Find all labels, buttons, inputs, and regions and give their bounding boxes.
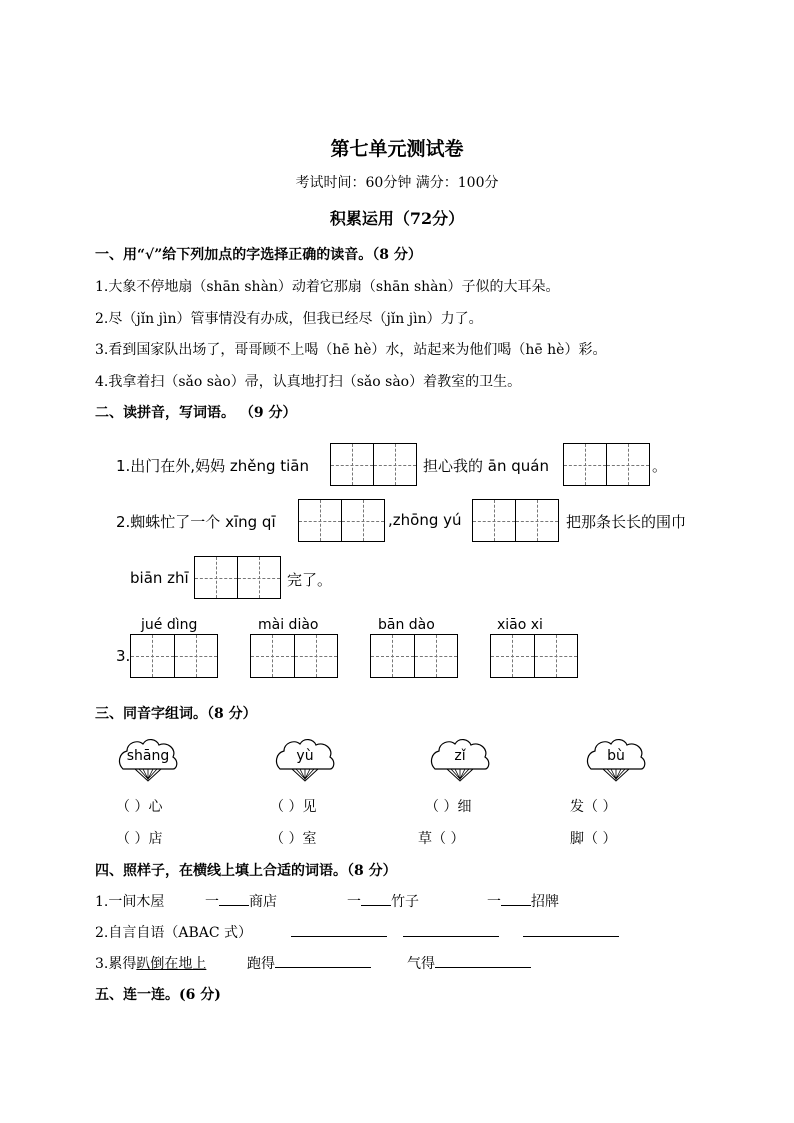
shell-pinyin: bù <box>607 748 625 764</box>
answer-grid-zhongyu[interactable] <box>472 499 559 542</box>
answer-blank[interactable] <box>275 953 371 968</box>
q1-line-4: 4.我拿着扫（sǎo sào）帚，认真地打扫（sǎo sào）着教室的卫生。 <box>95 374 522 390</box>
pinyin-jueding: jué dìng <box>141 617 198 633</box>
answer-grid-maidiao[interactable] <box>250 634 338 678</box>
q1-line-2: 2.尽（jǐn jìn）管事情没有办成，但我已经尽（jǐn jìn）力了。 <box>95 311 483 327</box>
q1-line-1: 1.大象不停地扇（shān shàn）动着它那扇（shān shàn）子似的大耳朵。 <box>95 279 560 295</box>
q3-blank[interactable]: （ ）心 <box>116 799 163 815</box>
page-title: 第七单元测试卷 <box>330 138 464 160</box>
q4-item-shop: 一 商店 <box>205 891 277 911</box>
q2-line2-text: 2.蜘蛛忙了一个 xīng qī <box>116 513 276 531</box>
q4-heading: 四、照样子，在横线上填上合适的词语。（8 分） <box>95 863 397 879</box>
q2-line2-text-2: ,zhōng yú <box>388 511 462 529</box>
q4-item-sign: 一 招牌 <box>487 891 559 911</box>
q3-heading: 三、同音字组词。（8 分） <box>95 706 257 722</box>
q1-line-3: 3.看到国家队出场了，哥哥顾不上喝（hē hè）水，站起来为他们喝（hē hè）彩。 <box>95 342 607 358</box>
q2-line3-text-2: 完了。 <box>287 571 333 589</box>
q2-line4-number: 3. <box>116 647 131 665</box>
q3-blank[interactable]: （ ）室 <box>270 831 317 847</box>
pinyin-bandao: bān dào <box>378 617 435 633</box>
q3-blank[interactable]: 脚（ ） <box>570 831 617 847</box>
q2-line1-text-2: 担心我的 ān quán <box>423 457 549 475</box>
pinyin-maidiao: mài diào <box>258 617 319 633</box>
answer-grid-xiaoxi[interactable] <box>490 634 578 678</box>
q4-item-angry: 气得 <box>407 953 531 973</box>
q4-example: 1.一间木屋 <box>95 894 165 910</box>
answer-blank[interactable] <box>501 891 531 906</box>
q3-blank[interactable]: （ ）见 <box>270 799 317 815</box>
q1-heading: 一、用“√”给下列加点的字选择正确的读音。（8 分） <box>95 247 422 263</box>
q4-item-run: 跑得 <box>247 953 371 973</box>
q2-line2-text-3: 把那条长长的围巾 <box>566 513 687 531</box>
answer-blank[interactable] <box>403 922 499 937</box>
q3-blank[interactable]: 发（ ） <box>570 799 617 815</box>
q2-line1-text: 1.出门在外,妈妈 zhěng tiān <box>116 457 310 475</box>
answer-grid-xingqi[interactable] <box>298 499 385 542</box>
answer-grid-zhengtian[interactable] <box>330 443 417 486</box>
answer-grid-bandao[interactable] <box>370 634 458 678</box>
exam-info: 考试时间：60分钟 满分：100分 <box>295 175 499 191</box>
answer-grid-bianzhi[interactable] <box>194 556 281 599</box>
answer-blank[interactable] <box>291 922 387 937</box>
q5-heading: 五、连一连。(6 分) <box>95 987 221 1003</box>
pinyin-xiaoxi: xiāo xi <box>497 617 543 633</box>
q2-line1-end: 。 <box>652 457 668 475</box>
shell-pinyin: zǐ <box>454 748 466 764</box>
q4-line-2: 2.自言自语（ABAC 式） <box>95 925 253 941</box>
answer-blank[interactable] <box>219 891 249 906</box>
answer-grid-anquan[interactable] <box>563 443 650 486</box>
q3-blank[interactable]: （ ）细 <box>425 799 472 815</box>
shell-pinyin: shāng <box>126 748 170 764</box>
q4-line-3: 3.累得趴倒在地上 <box>95 956 207 972</box>
shell-pinyin: yù <box>296 748 314 764</box>
q2-heading: 二、读拼音，写词语。 （9 分） <box>95 405 297 421</box>
q3-blank[interactable]: 草（ ） <box>418 831 465 847</box>
section-title: 积累运用（72分） <box>329 209 465 228</box>
answer-blank[interactable] <box>361 891 391 906</box>
answer-blank[interactable] <box>523 922 619 937</box>
q3-blank[interactable]: （ ）店 <box>116 831 163 847</box>
answer-blank[interactable] <box>435 953 531 968</box>
answer-grid-jueding[interactable] <box>130 634 218 678</box>
q4-item-bamboo: 一 竹子 <box>347 891 419 911</box>
q2-line3-text: biān zhī <box>130 569 189 587</box>
